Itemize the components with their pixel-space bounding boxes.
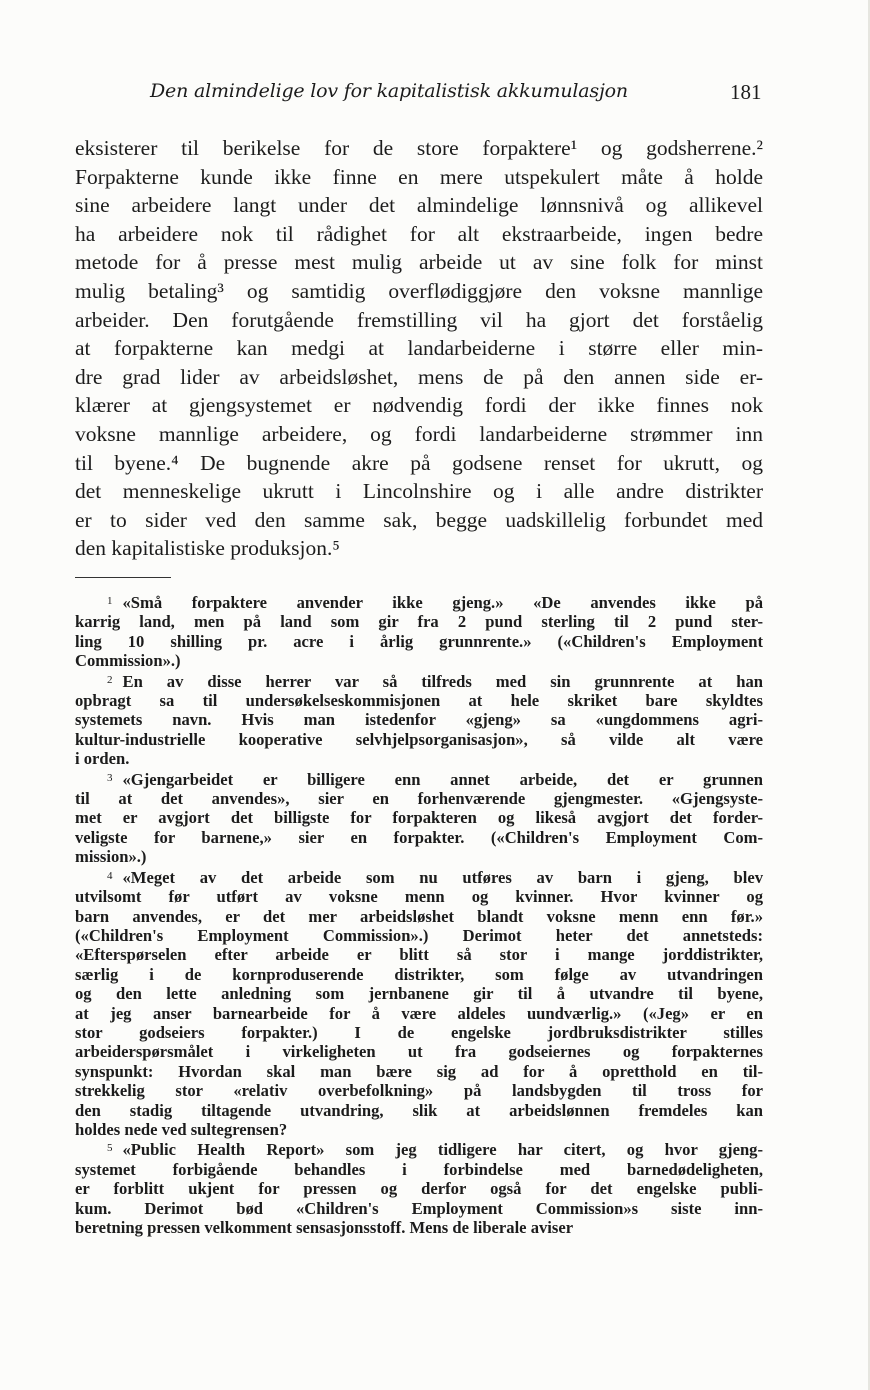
footnote-divider xyxy=(75,577,171,578)
footnote-line xyxy=(75,867,763,887)
footnote-4 xyxy=(75,867,763,1140)
body-line: eksisterer til berikelse for de store forpaktere¹ og godsherrene.² xyxy=(75,136,763,160)
footnote-line: til at det anvendes», sier en forhenværende gjengmester. «Gjengsyste- xyxy=(75,789,763,809)
footnote-3 xyxy=(75,769,763,867)
body-line: at forpakterne kan medgi at landarbeiderne i større eller min- xyxy=(75,336,763,361)
body-line: mulig betaling³ og samtidig overflødiggjøre den voksne mannlige xyxy=(75,278,763,303)
footnote-text: «Gjengarbeidet er billigere enn annet arbeide, det er grunnen xyxy=(122,769,763,789)
footnote-line: arbeiderspørsmålet i virkeligheten ut fra godseiernes og forpakternes xyxy=(75,1042,763,1062)
footnote-number: 4 xyxy=(107,869,113,882)
footnote-text: «Public Health Report» som jeg tidligere har citert, og hvor gjeng- xyxy=(122,1140,763,1160)
body-line: dre grad lider av arbeidsløshet, mens de på den annen side er- xyxy=(75,364,763,389)
footnote-line: utvilsomt før utført av voksne menn og kvinner. Hvor kvinner og xyxy=(75,887,763,907)
footnote-number: 1 xyxy=(107,595,113,607)
body-line: den kapitalistiske produksjon.⁵ xyxy=(75,536,340,561)
footnote-line: stor godseiers forpakter.) I de engelske jordbruksdistrikter stilles xyxy=(75,1022,763,1042)
footnote-line: («Children's Employment Commission».) Derimot heter det annetsteds: xyxy=(75,925,763,945)
footnote-line xyxy=(75,592,763,612)
footnote-line: holdes nede ved sultegrensen? xyxy=(75,1119,288,1139)
page-number: 181 xyxy=(730,80,762,104)
running-title: Den almindelige lov for kapitalistisk akkumulasjon xyxy=(150,80,628,102)
footnote-line: opbragt sa til undersøkelseskommisjonen at hele skriket bare skyldtes xyxy=(75,691,763,711)
footnote-line: met er avgjort det billigste for forpakteren og likeså avgjort det forder- xyxy=(75,808,763,828)
body-line: er to sider ved den samme sak, begge uadskillelig forbundet med xyxy=(75,507,763,532)
body-line: metode for å presse mest mulig arbeide ut av sine folk for minst xyxy=(75,250,763,275)
footnote-2 xyxy=(75,671,763,769)
footnote-line: er forblitt ukjent for pressen og derfor også for det engelske publi- xyxy=(75,1179,763,1199)
footnote-line: systemets navn. Hvis man istedenfor «gjeng» sa «ungdommens agri- xyxy=(75,710,763,730)
footnote-number: 2 xyxy=(107,673,113,686)
footnote-line: beretning pressen velkomment sensasjonsstoff. Mens de liberale aviser xyxy=(75,1218,574,1237)
footnotes xyxy=(75,592,763,1237)
footnote-line: i orden. xyxy=(75,749,130,769)
footnote-line: «Efterspørselen efter arbeide er blitt så stor i mange jorddistrikter, xyxy=(75,945,763,965)
body-line: voksne mannlige arbeidere, og fordi landarbeiderne strømmer inn xyxy=(75,421,763,446)
footnote-line: systemet forbigående behandles i forbindelse med barnedødeligheten, xyxy=(75,1159,763,1179)
footnote-line: at jeg anser barnearbeide for å være aldeles uundværlig.» («Jeg» er en xyxy=(75,1003,763,1023)
body-line: ha arbeidere nok til rådighet for alt ekstraarbeide, ingen bedre xyxy=(75,221,763,246)
body-line: arbeider. Den forutgående fremstilling vil ha gjort det forståelig xyxy=(75,307,763,332)
footnote-number: 3 xyxy=(107,771,113,784)
body-line: det menneskelige ukrutt i Lincolnshire og i alle andre distrikter xyxy=(75,479,763,504)
footnote-line: særlig i de kornproduserende distrikter, som følge av utvandringen xyxy=(75,964,763,984)
footnote-line: synspunkt: Hvordan skal man bære sig ad for å opretthold en til- xyxy=(75,1061,763,1081)
footnote-5 xyxy=(75,1139,763,1237)
footnote-line: mission».) xyxy=(75,847,147,867)
footnote-line xyxy=(75,671,763,691)
footnote-text: «Små forpaktere anvender ikke gjeng.» «De anvendes ikke på xyxy=(122,593,763,612)
footnote-1 xyxy=(75,592,763,671)
footnote-line: kultur-industrielle kooperative selvhjelpsorganisasjon», så vilde alt være xyxy=(75,729,763,749)
footnote-line: den stadig tiltagende utvandring, slik at arbeidslønnen fremdeles kan xyxy=(75,1100,763,1120)
footnote-line: strekkelig stor «relativ overbefolkning» på landsbygden til tross for xyxy=(75,1081,763,1101)
footnote-line: kum. Derimot bød «Children's Employment Commission»s siste inn- xyxy=(75,1198,763,1218)
body-line: klærer at gjengsystemet er nødvendig fordi der ikke finnes nok xyxy=(75,393,763,418)
footnote-text: En av disse herrer var så tilfreds med sin grunnrente at han xyxy=(122,671,763,691)
footnote-line: veligste for barnene,» sier en forpakter. («Children's Employment Com- xyxy=(75,827,763,847)
footnote-line: ling 10 shilling pr. acre i årlig grunnrente.» («Children's Employment xyxy=(75,631,763,651)
body-text xyxy=(75,134,763,563)
footnote-number: 5 xyxy=(107,1142,113,1155)
footnote-line: og den lette anledning som jernbanene gir til å utvandre til byene, xyxy=(75,984,763,1004)
footnote-line: Commission».) xyxy=(75,651,181,671)
footnote-line: barn anvendes, er det mer arbeidsløshet blandt voksne menn enn før.» xyxy=(75,906,763,926)
footnote-line: karrig land, men på land som gir fra 2 pund sterling til 2 pund ster- xyxy=(75,612,763,632)
footnote-line xyxy=(75,1139,763,1159)
footnote-text: «Meget av det arbeide som nu utføres av barn i gjeng, blev xyxy=(122,867,763,887)
body-line: Forpakterne kunde ikke finne en mere utspekulert måte å holde xyxy=(75,164,763,189)
body-line: til byene.⁴ De bugnende akre på godsene renset for ukrutt, og xyxy=(75,450,763,475)
footnote-line xyxy=(75,769,763,789)
body-line: sine arbeidere langt under det almindelige lønnsnivå og allikevel xyxy=(75,193,763,218)
